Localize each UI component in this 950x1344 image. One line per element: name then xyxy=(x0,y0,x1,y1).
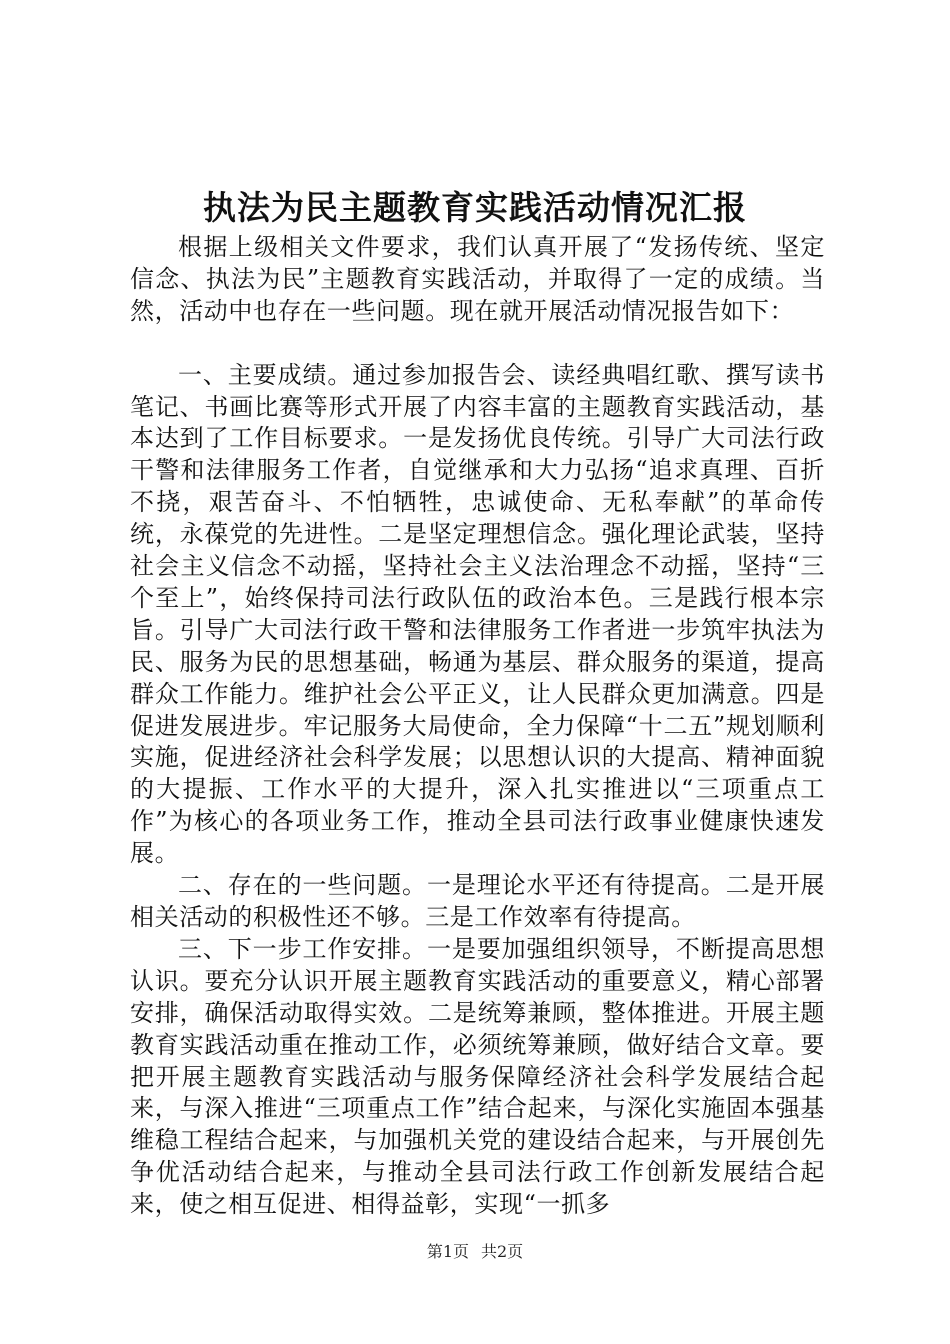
page-footer xyxy=(0,1241,950,1263)
document-body xyxy=(130,232,825,1221)
document-title: 执法为民主题教育实践活动情况汇报 xyxy=(203,188,747,227)
paragraph-achievements: 一、主要成绩。通过参加报告会、读经典唱红歌、撰写读书笔记、书画比赛等形式开展了内容丰富的主题教育实践活动，基本达到了工作目标要求。一是发扬优良传统。引导广大司法行政干警和法律服务工作者，自觉继承和大力弘扬“追求真理、百折不挠，艰苦奋斗、不怕牺牲，忠诚使命、无私奉献”的革命传统，永葆党的先进性。二是坚定理想信念。强化理论武装，坚持社会主义信念不动摇，坚持社会主义法治理念不动摇，坚持“三个至上”，始终保持司法行政队伍的政治本色。三是践行根本宗旨。引导广大司法行政干警和法律服务工作者进一步筑牢执法为民、服务为民的思想基础，畅通为基层、群众服务的渠道，提高群众工作能力。维护社会公平正义，让人民群众更加满意。四是促进发展进步。牢记服务大局使命，全力保障“十二五”规划顺利实施，促进经济社会科学发展；以思想认识的大提高、精神面貌的大提振、工作水平的大提升，深入扎实推进以“三项重点工作”为核心的各项业务工作，推动全县司法行政事业健康快速发展。 xyxy=(130,360,825,868)
paragraph-gap xyxy=(130,328,825,360)
page-number-total: 共2页 xyxy=(481,1242,524,1261)
paragraph-problems: 二、存在的一些问题。一是理论水平还有待提高。二是开展相关活动的积极性还不够。三是工作效率有待提高。 xyxy=(130,871,825,932)
paragraph-intro: 根据上级相关文件要求，我们认真开展了“发扬传统、坚定信念、执法为民”主题教育实践活动，并取得了一定的成绩。当然，活动中也存在一些问题。现在就开展活动情况报告如下： xyxy=(130,233,825,325)
page-number-current: 第1页 xyxy=(426,1242,469,1261)
paragraph-next-steps: 三、下一步工作安排。一是要加强组织领导，不断提高思想认识。要充分认识开展主题教育实践活动的重要意义，精心部署安排，确保活动取得实效。二是统筹兼顾，整体推进。开展主题教育实践活动重在推动工作，必须统筹兼顾，做好结合文章。要把开展主题教育实践活动与服务保障经济社会科学发展结合起来，与深入推进“三项重点工作”结合起来，与深化实施固本强基维稳工程结合起来，与加强机关党的建设结合起来，与开展创先争优活动结合起来，与推动全县司法行政工作创新发展结合起来，使之相互促进、相得益彰，实现“一抓多 xyxy=(130,934,825,1219)
